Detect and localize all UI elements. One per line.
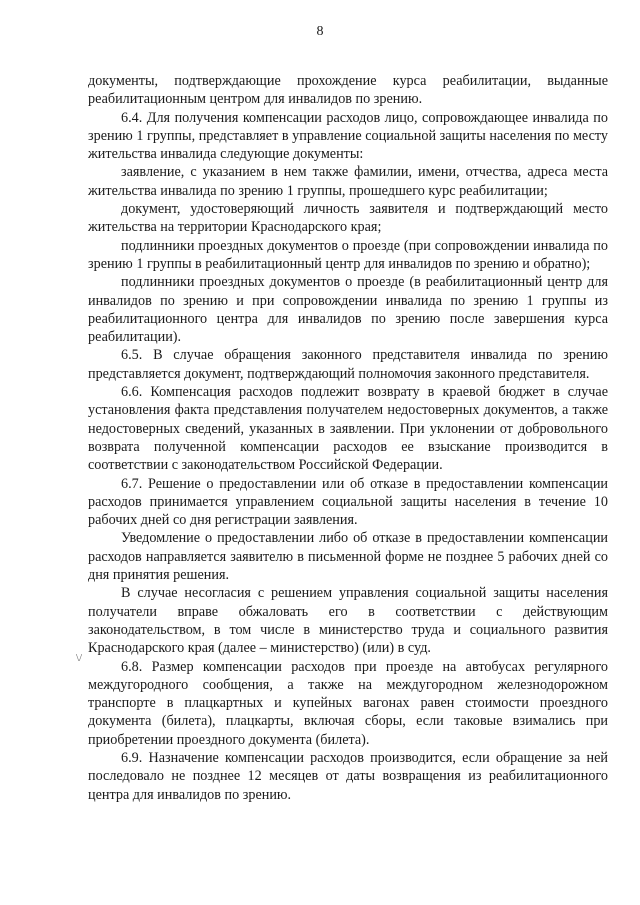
paragraph-application: заявление, с указанием в нем также фамилии, имени, отчества, адреса места жительства инвалида по зрению 1 группы, прошедшего курс реабилитации;	[88, 164, 608, 199]
paragraph-travel-docs-from: подлинники проездных документов о проезде (в реабилитационный центр для инвалидов по зрению и при сопровождении инвалида по зрению 1 группы из реабилитационного центра для инвалидов по зрению после завершения курса реабилитации).	[88, 274, 608, 346]
margin-mark: \/	[76, 652, 83, 664]
paragraph-identity-document: документ, удостоверяющий личность заявителя и подтверждающий место жительства на территории Краснодарского края;	[88, 201, 608, 236]
paragraph-6-4: 6.4. Для получения компенсации расходов лицо, сопровождающее инвалида по зрению 1 группы, представляет в управление социальной защиты населения по месту жительства инвалида следующие документы:	[88, 109, 608, 163]
page-number: 8	[316, 24, 324, 39]
paragraph-6-9: 6.9. Назначение компенсации расходов производится, если обращение за ней последовало не позднее 12 месяцев от даты возвращения из реабилитационного центра для инвалидов по зрению.	[88, 749, 608, 803]
paragraph-6-7: 6.7. Решение о предоставлении или об отказе в предоставлении компенсации расходов принимается управлением социальной защиты населения в течение 10 рабочих дней со дня регистрации заявления.	[88, 475, 608, 529]
paragraph-6-6: 6.6. Компенсация расходов подлежит возврату в краевой бюджет в случае установления факта представления получателем недостоверных документов, а также недостоверных сведений, указанных в заявлении. При уклонении от добровольного возврата полученной компенсации расходов ее взыскание производится в соответствии с законодательством Российской Федерации.	[88, 384, 608, 474]
paragraph-notification: Уведомление о предоставлении либо об отказе в предоставлении компенсации расходов направляется заявителю в письменной форме не позднее 5 рабочих дней со дня принятия решения.	[88, 530, 608, 584]
paragraph-appeal: В случае несогласия с решением управления социальной защиты населения получатели вправе обжаловать его в соответствии с действующим законодательством, в том числе в министерство труда и социального развития Краснодарского края (далее – министерство) (или) в суд.	[88, 585, 608, 657]
document-body	[88, 72, 608, 804]
paragraph-travel-docs-to: подлинники проездных документов о проезде (при сопровождении инвалида по зрению 1 группы в реабилитационный центр для инвалидов по зрению и обратно);	[88, 237, 608, 272]
paragraph-6-5: 6.5. В случае обращения законного представителя инвалида по зрению представляется документ, подтверждающий полномочия законного представителя.	[88, 347, 608, 382]
paragraph-6-8: 6.8. Размер компенсации расходов при проезде на автобусах регулярного междугородного сообщения, а также на междугородном железнодорожном транспорте в плацкартных и купейных вагонах равен стоимости проездного документа (билета), плацкарты, включая сборы, если таковые взимались при приобретении проездного документа (билета).	[88, 658, 608, 748]
paragraph-continuation: документы, подтверждающие прохождение курса реабилитации, выданные реабилитационным центром для инвалидов по зрению.	[88, 73, 608, 108]
